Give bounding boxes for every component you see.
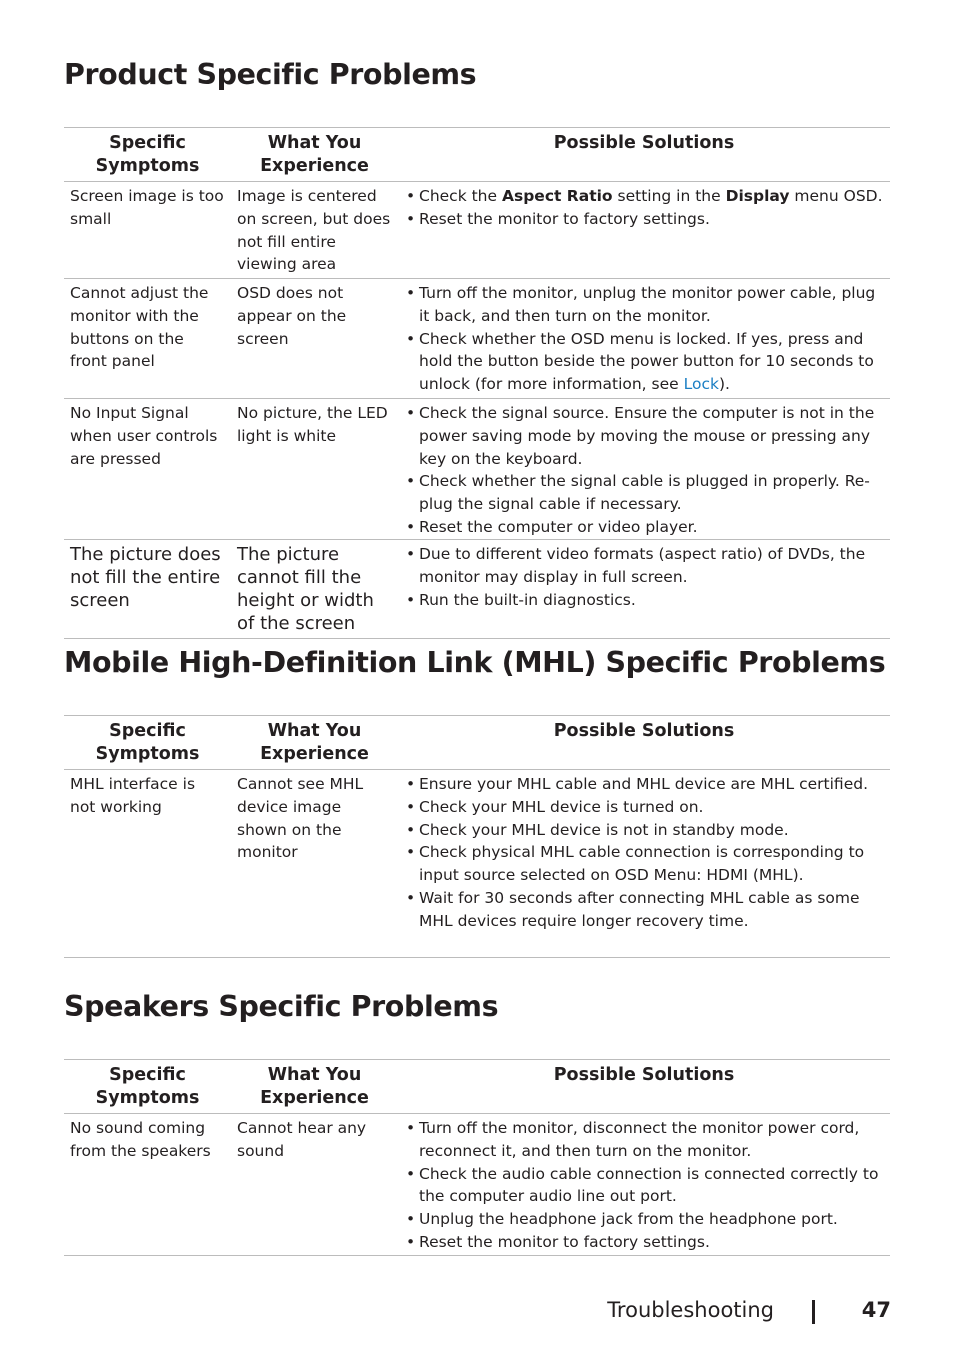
symptom-cell: The picture does not fill the entire screen: [64, 540, 231, 639]
section-mhl-problems: [64, 646, 890, 930]
lock-link[interactable]: Lock: [683, 375, 719, 394]
page-number: 47: [861, 1298, 891, 1322]
experience-cell: Image is centered on screen, but does not fill entire viewing area: [231, 182, 398, 279]
table-row: [64, 1114, 890, 1256]
solution-item: [404, 887, 884, 933]
header-experience: What You Experience: [231, 716, 398, 770]
table-header-row: [64, 128, 890, 182]
solution-text: Reset the computer or video player.: [419, 517, 698, 536]
solutions-list: [404, 773, 884, 933]
solution-item: [404, 819, 884, 842]
solution-item: [404, 543, 884, 589]
problems-table: [64, 127, 890, 639]
solution-text: Unplug the headphone jack from the headphone port.: [419, 1210, 838, 1229]
header-symptoms: Specific Symptoms: [64, 1060, 231, 1114]
solution-item: [404, 773, 884, 796]
solution-item: [404, 1208, 884, 1231]
experience-cell: No picture, the LED light is white: [231, 399, 398, 540]
solutions-list: [404, 402, 884, 539]
section-speakers-problems: [64, 990, 890, 1251]
experience-cell: Cannot see MHL device image shown on the monitor: [231, 770, 398, 958]
solutions-cell: [398, 540, 890, 639]
solution-item: [404, 516, 884, 539]
table-row: [64, 279, 890, 399]
solution-text: Check your MHL device is turned on.: [419, 797, 704, 816]
header-solutions: Possible Solutions: [398, 1060, 890, 1114]
solution-text: ).: [718, 375, 730, 394]
problems-table: [64, 715, 890, 958]
solution-item: [404, 328, 884, 396]
solutions-cell: [398, 182, 890, 279]
solution-text: menu OSD.: [789, 187, 883, 205]
solution-text: setting in the: [612, 187, 726, 205]
solution-item: [404, 282, 884, 328]
header-symptoms: Specific Symptoms: [64, 128, 231, 182]
footer-section-label: Troubleshooting: [607, 1298, 774, 1322]
solution-emphasis: Display: [725, 187, 790, 205]
symptom-cell: No sound coming from the speakers: [64, 1114, 231, 1256]
symptom-cell: No Input Signal when user controls are pressed: [64, 399, 231, 540]
solution-item: [404, 185, 884, 208]
experience-cell: OSD does not appear on the screen: [231, 279, 398, 399]
symptom-cell: MHL interface is not working: [64, 770, 231, 958]
table-header-row: [64, 716, 890, 770]
solution-text: Due to different video formats (aspect ratio) of DVDs, the monitor may display in full screen.: [419, 545, 866, 586]
solution-item: [404, 470, 884, 516]
header-symptoms: Specific Symptoms: [64, 716, 231, 770]
header-solutions: Possible Solutions: [398, 128, 890, 182]
footer-divider: [812, 1300, 815, 1324]
solution-item: [404, 1117, 884, 1163]
header-solutions: Possible Solutions: [398, 716, 890, 770]
table-row: [64, 399, 890, 540]
section-product-problems: [64, 58, 890, 634]
solution-item: [404, 208, 884, 231]
solutions-list: [404, 185, 884, 231]
solution-text: Reset the monitor to factory settings.: [419, 209, 710, 228]
problems-table: [64, 1059, 890, 1256]
symptom-cell: Cannot adjust the monitor with the buttons on the front panel: [64, 279, 231, 399]
solution-text: Turn off the monitor, disconnect the monitor power cord, reconnect it, and then turn on the monitor.: [419, 1119, 860, 1160]
solutions-list: [404, 282, 884, 396]
solution-text: Ensure your MHL cable and MHL device are MHL certified.: [419, 775, 868, 793]
header-experience: What You Experience: [231, 128, 398, 182]
solution-emphasis: Aspect Ratio: [501, 187, 613, 205]
section-title: Mobile High-Definition Link (MHL) Specific Problems: [64, 646, 886, 679]
solution-text: Check your MHL device is not in standby mode.: [419, 820, 789, 839]
table-header-row: [64, 1060, 890, 1114]
table-row: [64, 182, 890, 279]
solution-item: [404, 402, 884, 470]
solution-item: [404, 841, 884, 887]
solution-text: Run the built-in diagnostics.: [419, 590, 636, 609]
solutions-cell: [398, 399, 890, 540]
solution-text: Check whether the OSD menu is locked. If yes, press and hold the button beside the power button for 10 seconds to unlock (for more information, see: [419, 329, 874, 394]
section-title: Product Specific Problems: [64, 58, 477, 91]
solutions-list: [404, 543, 884, 611]
solutions-cell: [398, 279, 890, 399]
solutions-cell: [398, 770, 890, 958]
table-row: [64, 770, 890, 958]
solution-item: [404, 1163, 884, 1209]
solution-text: Reset the monitor to factory settings.: [419, 1232, 710, 1251]
solution-text: Turn off the monitor, unplug the monitor power cable, plug it back, and then turn on the monitor.: [419, 284, 876, 325]
solution-text: Check physical MHL cable connection is corresponding to input source selected on OSD Menu: HDMI (MHL).: [419, 843, 865, 885]
experience-cell: Cannot hear any sound: [231, 1114, 398, 1256]
solution-text: Check the audio cable connection is connected correctly to the computer audio line out port.: [419, 1164, 879, 1206]
section-title: Speakers Specific Problems: [64, 990, 499, 1023]
solutions-cell: [398, 1114, 890, 1256]
page-footer: [0, 1298, 954, 1328]
solution-text: Check the signal source. Ensure the computer is not in the power saving mode by moving the mouse or pressing any key on the keyboard.: [419, 404, 875, 468]
solution-text: Wait for 30 seconds after connecting MHL cable as some MHL devices require longer recovery time.: [419, 888, 860, 930]
solution-item: [404, 1231, 884, 1254]
experience-cell: The picture cannot fill the height or width of the screen: [231, 540, 398, 639]
solution-text: Check the: [419, 187, 502, 205]
table-row: [64, 540, 890, 639]
header-experience: What You Experience: [231, 1060, 398, 1114]
symptom-cell: Screen image is too small: [64, 182, 231, 279]
solution-text: Check whether the signal cable is plugged in properly. Re-plug the signal cable if necessary.: [419, 472, 870, 514]
solutions-list: [404, 1117, 884, 1254]
solution-item: [404, 589, 884, 612]
solution-item: [404, 796, 884, 819]
